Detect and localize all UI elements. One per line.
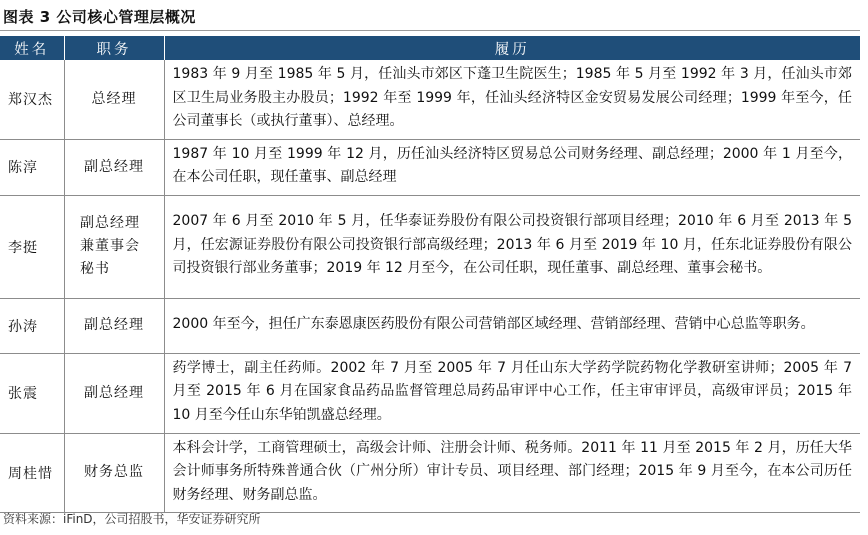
title-divider <box>0 30 860 31</box>
cell-position: 副总经理 <box>64 298 164 353</box>
cell-name: 陈淳 <box>0 139 64 195</box>
table-row <box>0 139 860 195</box>
cell-name: 李挺 <box>0 195 64 298</box>
table-header-row <box>0 36 860 60</box>
cell-name: 孙涛 <box>0 298 64 353</box>
cell-position <box>64 195 164 298</box>
header-resume: 履历 <box>164 36 860 60</box>
source-note: 资料来源：iFinD，公司招股书，华安证券研究所 <box>3 512 261 526</box>
table-row <box>0 353 860 433</box>
header-name: 姓名 <box>0 36 64 60</box>
table-row <box>0 433 860 513</box>
cell-resume: 2007 年 6 月至 2010 年 5 月，任华泰证券股份有限公司投资银行部项目经理；2010 年 6 月至 2013 年 5 月，任宏源证券股份有限公司投资银行部高级经理；2013 年 6 月至 2019 年 10 月，任东北证券股份有限公司投资银行部业务董事；2019 年 12 月至今，在公司任职，现任董事、副总经理、董事会秘书。 <box>164 195 860 298</box>
table-row <box>0 298 860 353</box>
cell-resume: 1987 年 10 月至 1999 年 12 月，历任汕头经济特区贸易总公司财务经理、副总经理；2000 年 1 月至今，在本公司任职，现任董事、副总经理 <box>164 139 860 195</box>
cell-name: 周桂惜 <box>0 433 64 513</box>
table-row <box>0 60 860 139</box>
cell-name: 张震 <box>0 353 64 433</box>
cell-position: 副总经理 <box>64 139 164 195</box>
cell-resume: 本科会计学，工商管理硕士，高级会计师、注册会计师、税务师。2011 年 11 月至 2015 年 2 月，历任大华会计师事务所特殊普通合伙（广州分所）审计专员、项目经理、部门经理；2015 年 9 月至今，在本公司历任财务经理、财务副总监。 <box>164 433 860 513</box>
cell-resume: 药学博士，副主任药师。2002 年 7 月至 2005 年 7 月任山东大学药学院药物化学教研室讲师；2005 年 7 月至 2015 年 6 月在国家食品药品监督管理总局药品审评中心工作，任主审审评员，高级审评员；2015 年 10 月至今任山东华铂凯盛总经理。 <box>164 353 860 433</box>
cell-name: 郑汉杰 <box>0 60 64 139</box>
cell-resume: 2000 年至今，担任广东泰恩康医药股份有限公司营销部区域经理、营销部经理、营销中心总监等职务。 <box>164 298 860 353</box>
management-table <box>0 36 860 513</box>
position-text: 副总经理兼董事会秘书 <box>80 215 140 277</box>
header-position: 职务 <box>64 36 164 60</box>
cell-position: 副总经理 <box>64 353 164 433</box>
cell-position: 总经理 <box>64 60 164 139</box>
figure-title: 图表 3 公司核心管理层概况 <box>3 8 196 26</box>
cell-resume: 1983 年 9 月至 1985 年 5 月，任汕头市郊区下蓬卫生院医生；1985 年 5 月至 1992 年 3 月，任汕头市郊区卫生局业务股主办股员；1992 年至 1999 年，任汕头经济特区金安贸易发展公司经理；1999 年至今，任公司董事长（或执行董事）、总经理。 <box>164 60 860 139</box>
cell-position: 财务总监 <box>64 433 164 513</box>
table-row <box>0 195 860 298</box>
